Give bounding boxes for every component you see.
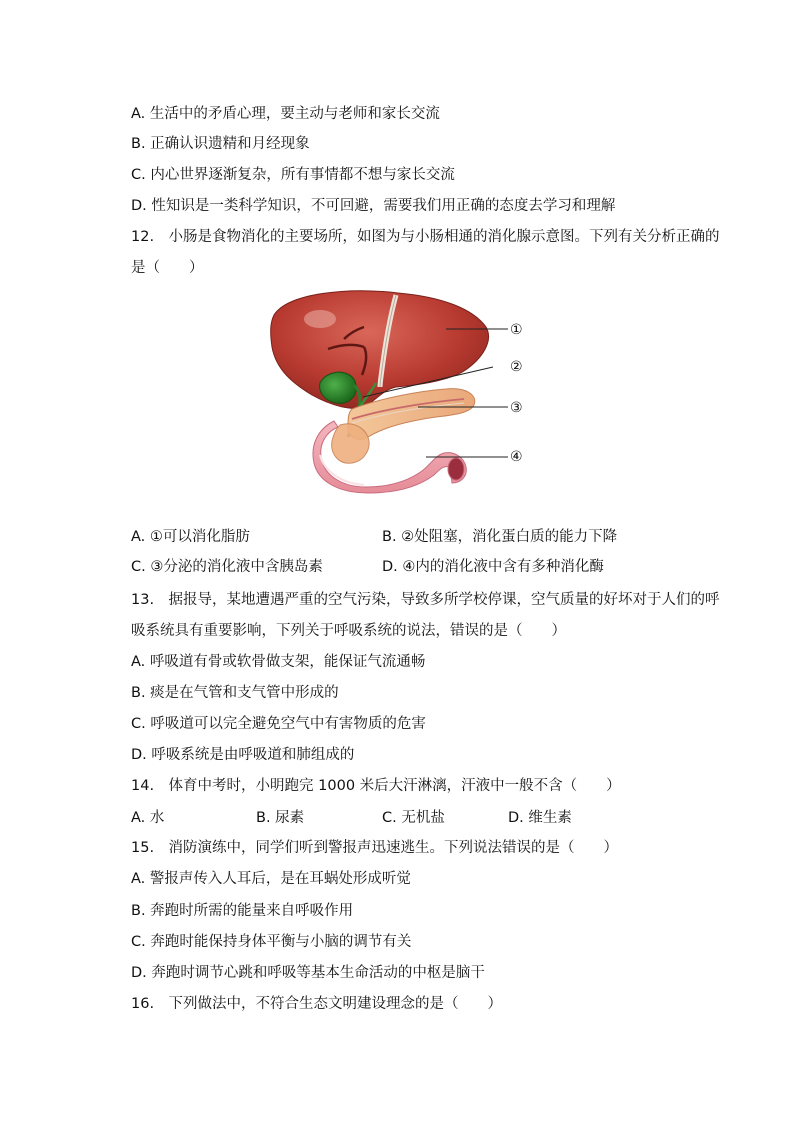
q11-option-d: D. 性知识是一类科学知识，不可回避，需要我们用正确的态度去学习和理解 (131, 198, 616, 214)
q12-stem-line2: 是（ ） (131, 260, 204, 276)
q13-stem-line1: 13. 据报导，某地遭遇严重的空气污染，导致多所学校停课，空气质量的好坏对于人们的呼 (131, 592, 720, 608)
q12-option-a: A. ①可以消化脂肪 (131, 529, 250, 545)
q12-option-d: D. ④内的消化液中含有多种消化酶 (382, 559, 604, 575)
q14-option-d: D. 维生素 (508, 810, 572, 826)
q15-option-b: B. 奔跑时所需的能量来自呼吸作用 (131, 903, 354, 919)
figure-label-3: ③ (510, 400, 523, 416)
q13-option-d: D. 呼吸系统是由呼吸道和肺组成的 (131, 747, 355, 763)
q14-option-a: A. 水 (131, 810, 165, 826)
figure-label-2: ② (510, 359, 523, 375)
q15-stem: 15. 消防演练中，同学们听到警报声迅速逃生。下列说法错误的是（ ） (131, 840, 619, 856)
q11-option-b: B. 正确认识遗精和月经现象 (131, 136, 310, 152)
q13-option-c: C. 呼吸道可以完全避免空气中有害物质的危害 (131, 716, 426, 732)
q15-option-a: A. 警报声传入人耳后，是在耳蜗处形成听觉 (131, 871, 411, 887)
figure-label-4: ④ (510, 449, 523, 465)
q12-option-b: B. ②处阻塞，消化蛋白质的能力下降 (382, 529, 618, 545)
q15-option-d: D. 奔跑时调节心跳和呼吸等基本生命活动的中枢是脑干 (131, 965, 485, 981)
q14-option-b: B. 尿素 (256, 810, 305, 826)
q12-option-c: C. ③分泌的消化液中含胰岛素 (131, 559, 323, 575)
q14-option-c: C. 无机盐 (382, 810, 445, 826)
q11-option-a: A. 生活中的矛盾心理，要主动与老师和家长交流 (131, 106, 440, 122)
q11-option-c: C. 内心世界逐渐复杂，所有事情都不想与家长交流 (131, 167, 455, 183)
q15-option-c: C. 奔跑时能保持身体平衡与小脑的调节有关 (131, 934, 412, 950)
q16-stem: 16. 下列做法中，不符合生态文明建设理念的是（ ） (131, 996, 503, 1012)
digestive-gland-figure (268, 287, 530, 495)
q13-stem-line2: 吸系统具有重要影响，下列关于呼吸系统的说法，错误的是（ ） (131, 623, 566, 639)
figure-label-1: ① (510, 322, 523, 338)
q13-option-b: B. 痰是在气管和支气管中形成的 (131, 685, 339, 701)
q13-option-a: A. 呼吸道有骨或软骨做支架，能保证气流通畅 (131, 654, 426, 670)
q14-stem: 14. 体育中考时，小明跑完 1000 米后大汗淋漓，汗液中一般不含（ ） (131, 778, 621, 794)
q12-stem-line1: 12. 小肠是食物消化的主要场所，如图为与小肠相通的消化腺示意图。下列有关分析正确的 (131, 229, 720, 245)
